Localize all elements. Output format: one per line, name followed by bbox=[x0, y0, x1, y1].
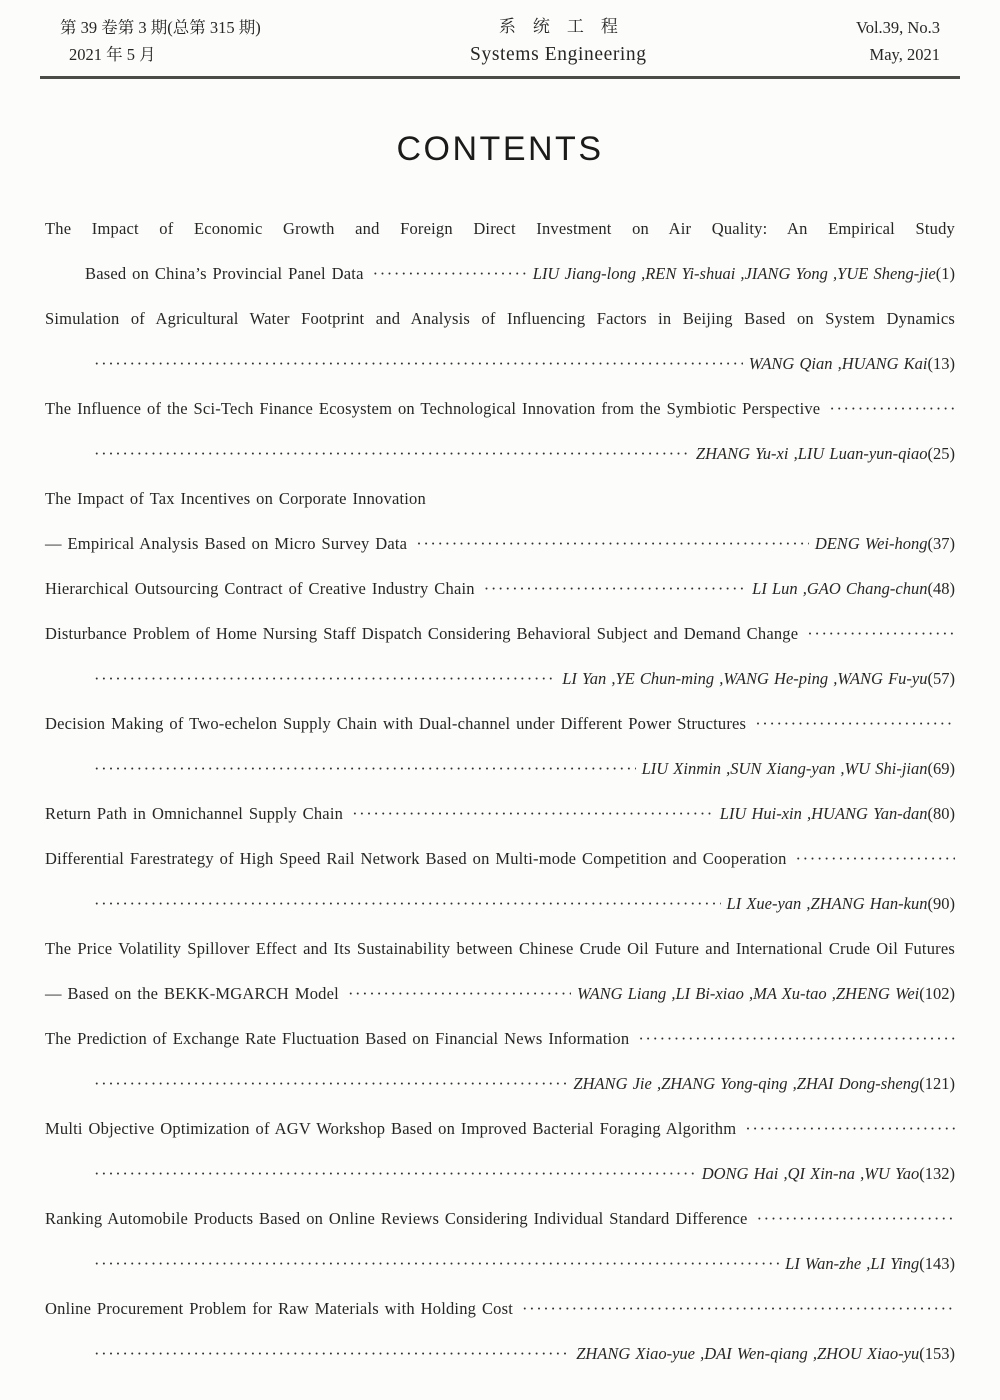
dot-leader bbox=[94, 431, 690, 476]
article-page-number: (37) bbox=[927, 533, 955, 553]
article-authors: LIU Hui-xin ,HUANG Yan-dan bbox=[719, 803, 928, 823]
article-authors: WANG Liang ,LI Bi-xiao ,MA Xu-tao ,ZHENG Wei bbox=[576, 983, 920, 1003]
article-title-text: Return Path in Omnichannel Supply Chain bbox=[45, 803, 344, 823]
toc-line bbox=[45, 1241, 955, 1286]
toc-line bbox=[45, 1331, 955, 1376]
article-title-text: Multi Objective Optimization of AGV Workshop Based on Improved Bacterial Foraging Algorithm bbox=[45, 1118, 737, 1138]
dot-leader bbox=[416, 521, 809, 566]
toc-line bbox=[45, 1196, 955, 1241]
dot-leader bbox=[745, 1106, 955, 1151]
toc-line bbox=[45, 1106, 955, 1151]
dot-leader bbox=[94, 1061, 567, 1106]
header-center bbox=[470, 14, 647, 69]
dot-leader bbox=[796, 836, 955, 881]
dot-leader bbox=[373, 251, 527, 296]
toc-line bbox=[45, 971, 955, 1016]
article-page-number: (121) bbox=[919, 1073, 955, 1093]
dot-leader bbox=[829, 386, 955, 431]
dot-leader bbox=[348, 971, 571, 1016]
article-title-text: The Price Volatility Spillover Effect and Its Sustainability between Chinese Crude Oil Future and International Crude Oil Futures bbox=[45, 939, 955, 958]
article-authors: DENG Wei-hong bbox=[814, 533, 928, 553]
dot-leader bbox=[352, 791, 714, 836]
article-title-text: — Empirical Analysis Based on Micro Survey Data bbox=[45, 533, 408, 553]
article-page-number: (13) bbox=[927, 353, 955, 373]
article-authors: ZHANG Xiao-yue ,DAI Wen-qiang ,ZHOU Xiao-yu bbox=[576, 1343, 920, 1363]
toc-line bbox=[45, 656, 955, 701]
issue-date-cn: 2021 年 5 月 bbox=[69, 45, 156, 64]
journal-title-cn: 系统工程 bbox=[498, 17, 635, 36]
dot-leader bbox=[522, 1286, 955, 1331]
article-authors: LI Wan-zhe ,LI Ying bbox=[785, 1253, 920, 1273]
article-page-number: (25) bbox=[927, 443, 955, 463]
article-title-text: Decision Making of Two-echelon Supply Chain with Dual-channel under Different Power Structures bbox=[45, 713, 747, 733]
article-authors: ZHANG Jie ,ZHANG Yong-qing ,ZHAI Dong-sheng bbox=[573, 1073, 920, 1093]
article-authors: LI Xue-yan ,ZHANG Han-kun bbox=[726, 893, 928, 913]
contents-title: CONTENTS bbox=[396, 130, 604, 168]
article-page-number: (143) bbox=[919, 1253, 955, 1273]
header-right bbox=[856, 14, 940, 68]
article-page-number: (80) bbox=[927, 803, 955, 823]
toc-line bbox=[45, 476, 955, 521]
toc-line bbox=[45, 881, 955, 926]
article-title-text: The Impact of Economic Growth and Foreign Direct Investment on Air Quality: An Empirical Study bbox=[45, 219, 955, 238]
toc-line bbox=[45, 521, 955, 566]
article-page-number: (102) bbox=[919, 983, 955, 1003]
article-title-text: The Impact of Tax Incentives on Corporate Innovation bbox=[45, 488, 426, 508]
article-page-number: (132) bbox=[919, 1163, 955, 1183]
toc-line bbox=[45, 206, 955, 251]
toc-line bbox=[45, 791, 955, 836]
toc-line bbox=[45, 1151, 955, 1196]
journal-title-en: Systems Engineering bbox=[470, 44, 647, 65]
toc-line bbox=[45, 1286, 955, 1331]
article-title-text: Online Procurement Problem for Raw Materials with Holding Cost bbox=[45, 1298, 513, 1318]
toc-line bbox=[45, 341, 955, 386]
article-title-text: Disturbance Problem of Home Nursing Staff Dispatch Considering Behavioral Subject and Demand Change bbox=[45, 623, 799, 643]
page-header bbox=[60, 14, 940, 69]
dot-leader bbox=[94, 1151, 696, 1196]
dot-leader bbox=[807, 611, 955, 656]
dot-leader bbox=[94, 656, 556, 701]
article-title-text: Differential Farestrategy of High Speed Rail Network Based on Multi-mode Competition and Cooperation bbox=[45, 848, 787, 868]
article-title-text: The Influence of the Sci-Tech Finance Ecosystem on Technological Innovation from the Symbiotic Perspective bbox=[45, 398, 821, 418]
article-authors: LIU Jiang-long ,REN Yi-shuai ,JIANG Yong ,YUE Sheng-jie bbox=[532, 263, 936, 283]
article-authors: LIU Xinmin ,SUN Xiang-yan ,WU Shi-jian bbox=[641, 758, 928, 778]
issue-date-en: May, 2021 bbox=[869, 45, 940, 64]
article-authors: ZHANG Yu-xi ,LIU Luan-yun-qiao bbox=[695, 443, 928, 463]
article-title-text: Hierarchical Outsourcing Contract of Creative Industry Chain bbox=[45, 578, 475, 598]
toc-line bbox=[45, 701, 955, 746]
toc-line bbox=[45, 296, 955, 341]
toc-line bbox=[45, 251, 955, 296]
toc-line bbox=[45, 431, 955, 476]
toc-line bbox=[45, 1061, 955, 1106]
article-authors: DONG Hai ,QI Xin-na ,WU Yao bbox=[701, 1163, 920, 1183]
toc-line bbox=[45, 611, 955, 656]
article-page-number: (1) bbox=[935, 263, 955, 283]
article-page-number: (48) bbox=[927, 578, 955, 598]
article-title-text: Simulation of Agricultural Water Footprint and Analysis of Influencing Factors in Beijing Based on System Dynamics bbox=[45, 309, 955, 328]
article-authors: WANG Qian ,HUANG Kai bbox=[748, 353, 928, 373]
dot-leader bbox=[94, 1331, 570, 1376]
toc-line bbox=[45, 926, 955, 971]
article-page-number: (90) bbox=[927, 893, 955, 913]
article-page-number: (153) bbox=[919, 1343, 955, 1363]
dot-leader bbox=[94, 1241, 779, 1286]
article-page-number: (57) bbox=[927, 668, 955, 688]
article-title-text: Based on China’s Provincial Panel Data bbox=[85, 263, 364, 283]
article-title-text: — Based on the BEKK-MGARCH Model bbox=[45, 983, 339, 1003]
toc-line bbox=[45, 836, 955, 881]
toc-line bbox=[45, 746, 955, 791]
dot-leader bbox=[484, 566, 746, 611]
article-page-number: (69) bbox=[927, 758, 955, 778]
toc-list bbox=[45, 206, 955, 1376]
toc-line bbox=[45, 566, 955, 611]
article-authors: LI Lun ,GAO Chang-chun bbox=[752, 578, 928, 598]
dot-leader bbox=[94, 881, 721, 926]
dot-leader bbox=[94, 746, 636, 791]
issue-info-cn: 第 39 卷第 3 期(总第 315 期) bbox=[60, 18, 261, 37]
header-left bbox=[60, 14, 261, 68]
article-authors: LI Yan ,YE Chun-ming ,WANG He-ping ,WANG Fu-yu bbox=[562, 668, 928, 688]
toc-line bbox=[45, 1016, 955, 1061]
article-title-text: Ranking Automobile Products Based on Online Reviews Considering Individual Standard Difference bbox=[45, 1208, 748, 1228]
dot-leader bbox=[638, 1016, 955, 1061]
volume-info-en: Vol.39, No.3 bbox=[855, 18, 940, 37]
dot-leader bbox=[755, 701, 955, 746]
dot-leader bbox=[94, 341, 743, 386]
header-rule bbox=[40, 76, 960, 79]
dot-leader bbox=[757, 1196, 955, 1241]
toc-line bbox=[45, 386, 955, 431]
article-title-text: The Prediction of Exchange Rate Fluctuation Based on Financial News Information bbox=[45, 1028, 630, 1048]
